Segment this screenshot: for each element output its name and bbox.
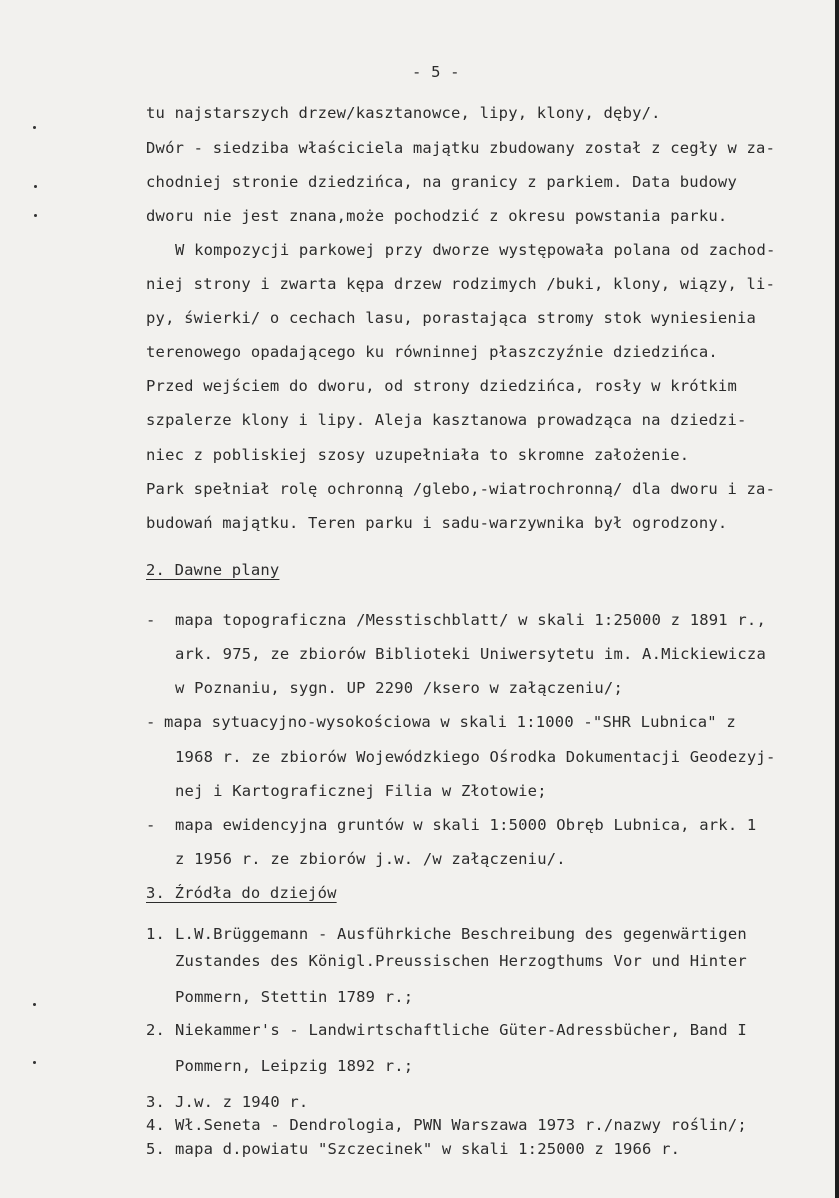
margin-mark: [33, 126, 36, 129]
paragraph-line: py, świerki/ o cechach lasu, porastająca stromy stok wyniesienia: [146, 309, 757, 327]
list-item-line: ark. 975, ze zbiorów Biblioteki Uniwersytetu im. A.Mickiewicza: [175, 645, 766, 663]
list-item-line: Niekammer's - Landwirtschaftliche Güter-Adressbücher, Band I: [175, 1021, 747, 1039]
list-bullet: -: [146, 713, 156, 731]
paragraph-line: tu najstarszych drzew/kasztanowce, lipy, klony, dęby/.: [146, 104, 661, 122]
list-number: 2.: [146, 1021, 166, 1039]
list-item-line: mapa ewidencyjna gruntów w skali 1:5000 Obręb Lubnica, ark. 1: [175, 816, 757, 834]
margin-mark: [34, 185, 37, 188]
list-item-line: 1968 r. ze zbiorów Wojewódzkiego Ośrodka Dokumentacji Geodezyj-: [175, 748, 776, 766]
list-item-line: J.w. z 1940 r.: [175, 1093, 309, 1111]
list-item-line: Pommern, Leipzig 1892 r.;: [175, 1057, 414, 1075]
paragraph-line: niec z pobliskiej szosy uzupełniała to skromne założenie.: [146, 446, 690, 464]
list-number: 3.: [146, 1093, 166, 1111]
paragraph-line: budowań majątku. Teren parku i sadu-warzywnika był ogrodzony.: [146, 514, 728, 532]
paragraph-line: niej strony i zwarta kępa drzew rodzimych /buki, klony, wiązy, li-: [146, 275, 776, 293]
list-item-line: Zustandes des Königl.Preussischen Herzogthums Vor und Hinter: [175, 952, 747, 970]
list-item-line: Pommern, Stettin 1789 r.;: [175, 988, 414, 1006]
paragraph-line: terenowego opadającego ku równinnej płaszczyźnie dziedzińca.: [146, 343, 718, 361]
margin-mark: [33, 1061, 36, 1064]
list-item-line: nej i Kartograficznej Filia w Złotowie;: [175, 782, 547, 800]
page-number: - 5 -: [412, 63, 460, 81]
list-item-line: w Poznaniu, sygn. UP 2290 /ksero w załączeniu/;: [175, 679, 623, 697]
paragraph-line: szpalerze klony i lipy. Aleja kasztanowa prowadząca na dziedzi-: [146, 411, 747, 429]
list-number: 5.: [146, 1140, 166, 1158]
list-number: 1.: [146, 925, 166, 943]
paragraph-line: Dwór - siedziba właściciela majątku zbudowany został z cegły w za-: [146, 139, 776, 157]
paragraph-line: dworu nie jest znana,może pochodzić z okresu powstania parku.: [146, 207, 728, 225]
paragraph-line: W kompozycji parkowej przy dworze występowała polana od zachod-: [175, 241, 776, 259]
paragraph-line: chodniej stronie dziedzińca, na granicy z parkiem. Data budowy: [146, 173, 737, 191]
margin-mark: [34, 214, 37, 217]
section-heading-dawne-plany: 2. Dawne plany: [146, 561, 280, 579]
list-number: 4.: [146, 1116, 166, 1134]
list-item-line: z 1956 r. ze zbiorów j.w. /w załączeniu/.: [175, 850, 566, 868]
list-item-line: L.W.Brüggemann - Ausführkiche Beschreibung des gegenwärtigen: [175, 925, 747, 943]
list-item-line: mapa sytuacyjno-wysokościowa w skali 1:1000 -"SHR Lubnica" z: [164, 713, 736, 731]
section-heading-zrodla: 3. Źródła do dziejów: [146, 884, 337, 902]
paragraph-line: Park spełniał rolę ochronną /glebo,-wiatrochronną/ dla dworu i za-: [146, 480, 776, 498]
list-bullet: -: [146, 816, 156, 834]
list-item-line: mapa d.powiatu "Szczecinek" w skali 1:25000 z 1966 r.: [175, 1140, 681, 1158]
paragraph-line: Przed wejściem do dworu, od strony dziedzińca, rosły w krótkim: [146, 377, 737, 395]
list-bullet: -: [146, 611, 156, 629]
list-item-line: mapa topograficzna /Messtischblatt/ w skali 1:25000 z 1891 r.,: [175, 611, 766, 629]
list-item-line: Wł.Seneta - Dendrologia, PWN Warszawa 1973 r./nazwy roślin/;: [175, 1116, 747, 1134]
margin-mark: [33, 1003, 36, 1006]
